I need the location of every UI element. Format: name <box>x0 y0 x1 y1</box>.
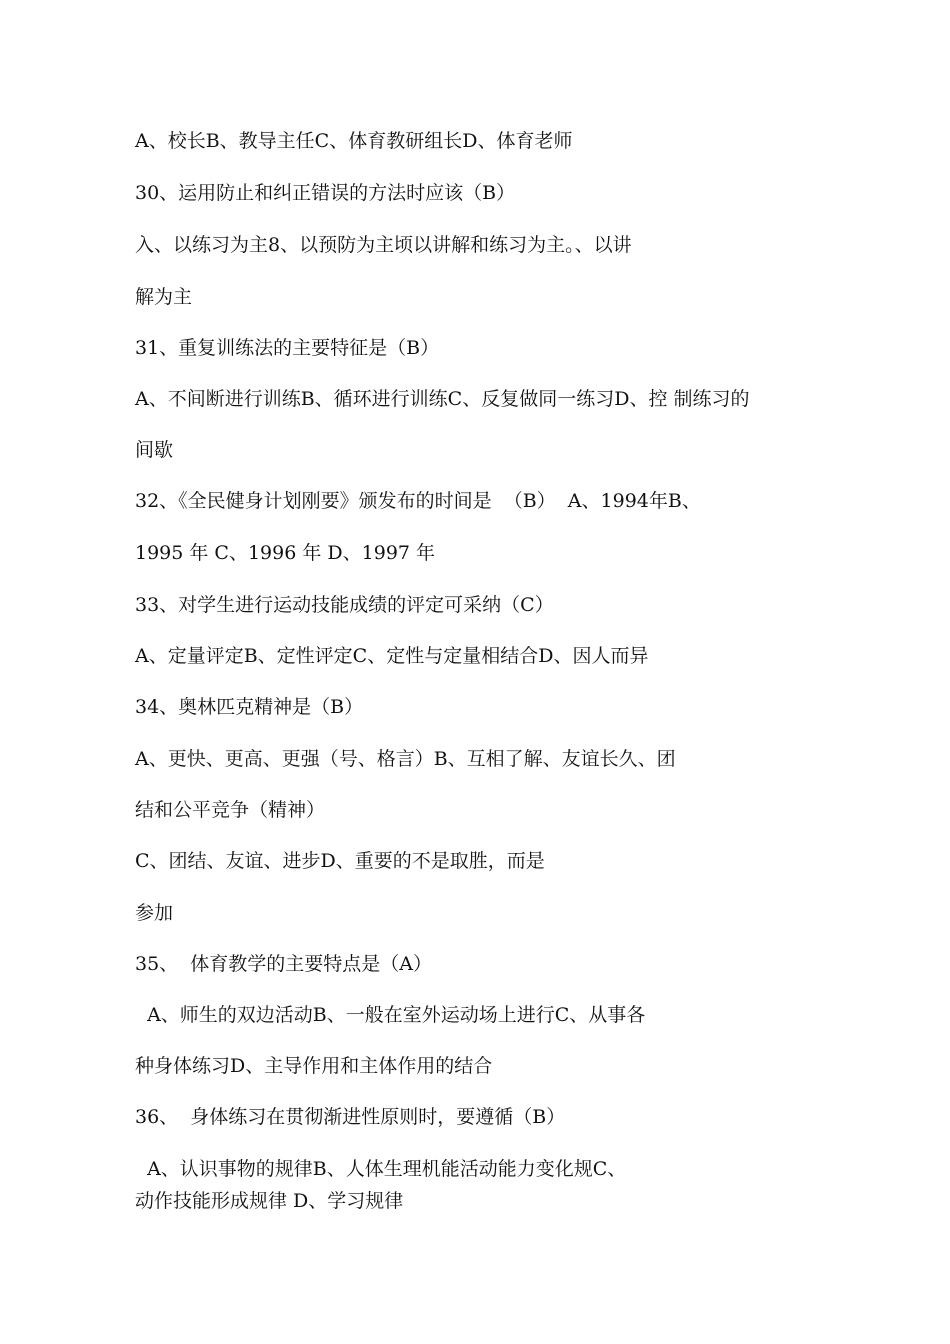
question-32: 32、《全民健身计划刚要》颁发布的时间是 （B） A、1994年B、 <box>135 490 701 512</box>
answer-options-29: A、校长B、教导主任C、体育教研组长D、体育老师 <box>135 130 573 152</box>
question-31: 31、重复训练法的主要特征是（B） <box>135 337 440 359</box>
answer-options-34-cont: 结和公平竞争（精神） <box>135 799 326 821</box>
answer-options-35: A、师生的双边活动B、一般在室外运动场上进行C、从事各 <box>135 1004 646 1026</box>
answer-options-36-cont: 动作技能形成规律 D、学习规律 <box>135 1190 404 1212</box>
answer-options-30-cont: 解为主 <box>135 286 193 308</box>
answer-options-34-c-d: C、团结、友谊、进步D、重要的不是取胜，而是 <box>135 850 545 872</box>
answer-options-35-cont: 种身体练习D、主导作用和主体作用的结合 <box>135 1055 493 1077</box>
answer-options-33: A、定量评定B、定性评定C、定性与定量相结合D、因人而异 <box>135 645 649 667</box>
answer-options-34-end: 参加 <box>135 902 174 924</box>
answer-options-36: A、认识事物的规律B、人体生理机能活动能力变化规C、 <box>135 1158 627 1180</box>
question-35: 35、 体育教学的主要特点是（A） <box>135 953 432 975</box>
question-34: 34、奥林匹克精神是（B） <box>135 696 364 718</box>
answer-options-31-cont: 间歇 <box>135 439 174 461</box>
answer-options-32: 1995 年 C、1996 年 D、1997 年 <box>135 542 436 564</box>
question-30: 30、运用防止和纠正错误的方法时应该（B） <box>135 182 516 204</box>
answer-options-34: A、更快、更高、更强（号、格言）B、互相了解、友谊长久、团 <box>135 748 676 770</box>
question-36: 36、 身体练习在贯彻渐进性原则时，要遵循（B） <box>135 1106 566 1128</box>
answer-options-30: 入、以练习为主8、以预防为主顷以讲解和练习为主。、以讲 <box>135 234 632 256</box>
answer-options-31: A、不间断进行训练B、循环进行训练C、反复做同一练习D、控 制练习的 <box>135 388 750 410</box>
question-33: 33、对学生进行运动技能成绩的评定可采纳（C） <box>135 594 554 616</box>
